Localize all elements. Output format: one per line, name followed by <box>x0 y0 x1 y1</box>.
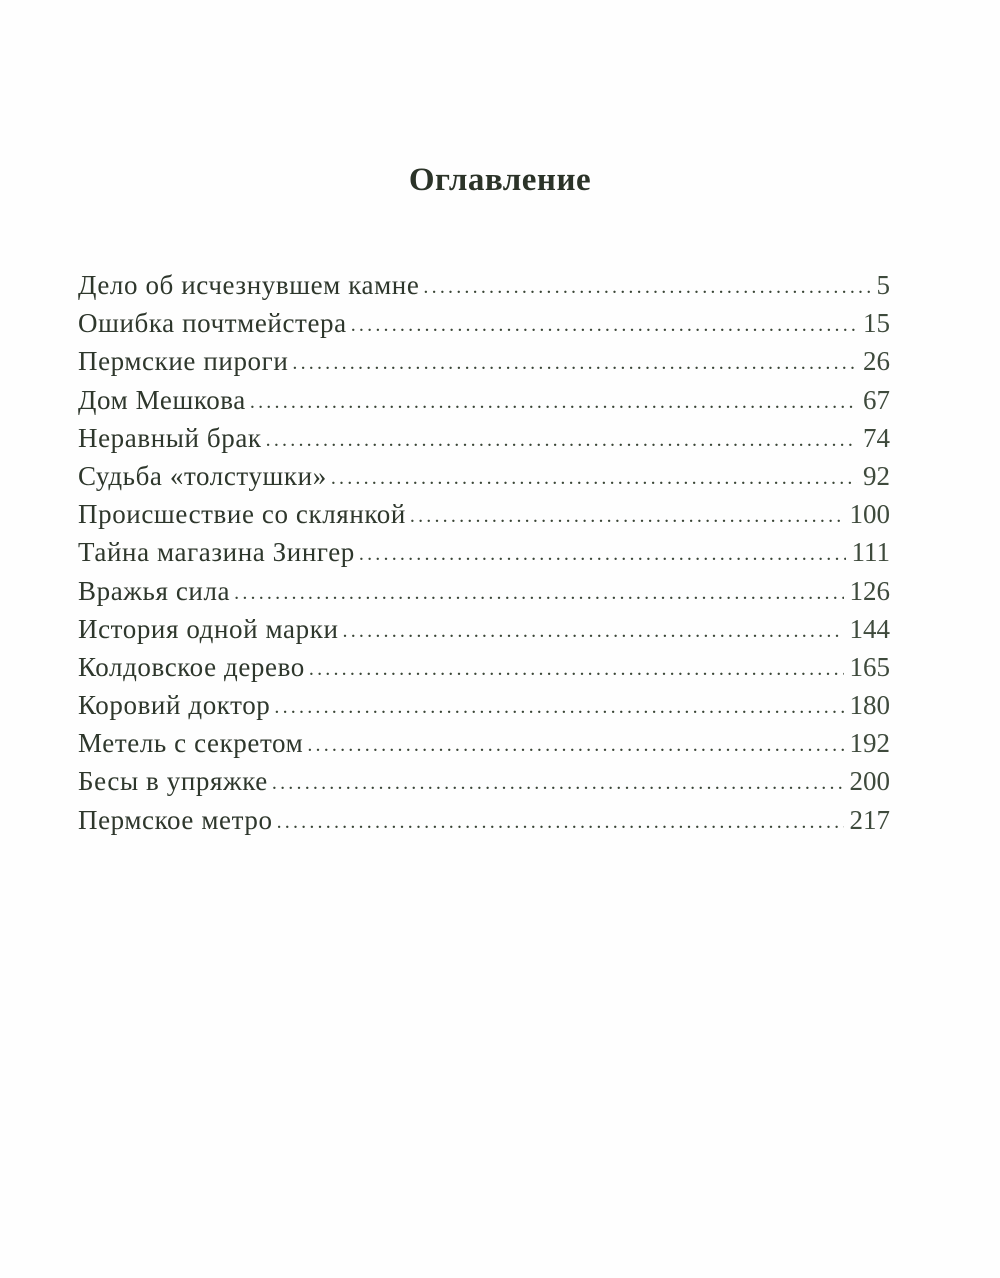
toc-entry <box>78 419 890 457</box>
toc-entry-page: 217 <box>849 804 890 835</box>
toc-entry-title: Колдовское дерево <box>78 651 305 682</box>
dot-leader <box>359 535 846 573</box>
toc-entry-page: 111 <box>851 537 890 568</box>
toc-entry-page: 5 <box>876 270 890 300</box>
toc-entry-page: 144 <box>849 613 890 644</box>
toc-entry-title: Пермские пироги <box>78 346 289 377</box>
toc-entry <box>78 342 890 380</box>
toc-entry <box>78 724 890 762</box>
toc-entry-title: Дом Мешкова <box>78 384 246 415</box>
dot-leader <box>331 459 857 497</box>
toc-entry-title: Вражья сила <box>78 575 231 606</box>
toc-entry-page: 15 <box>863 308 890 339</box>
toc-entry <box>78 266 890 304</box>
toc-entry <box>78 762 890 800</box>
toc-entry-page: 192 <box>849 728 890 759</box>
toc-entry <box>78 648 890 686</box>
toc-entry-title: История одной марки <box>78 613 339 644</box>
toc-entry-page: 180 <box>849 690 890 721</box>
toc-entry-title: Ошибка почтмейстера <box>78 308 347 339</box>
toc-entry-title: Коровий доктор <box>78 690 271 721</box>
toc-entry <box>78 495 890 533</box>
toc-entry-title: Метель с секретом <box>78 728 304 759</box>
toc-entry-title: Неравный брак <box>78 422 262 453</box>
dot-leader <box>234 574 843 612</box>
dot-leader <box>277 803 844 841</box>
dot-leader <box>250 383 857 421</box>
dot-leader <box>272 764 844 802</box>
dot-leader <box>307 726 843 764</box>
dot-leader <box>292 344 857 382</box>
toc-entry <box>78 457 890 495</box>
dot-leader <box>351 306 857 344</box>
page-title: Оглавление <box>408 162 592 199</box>
toc-entry <box>78 304 890 342</box>
toc-entry-title: Бесы в упряжке <box>78 766 268 797</box>
toc-entry-page: 165 <box>849 651 890 682</box>
dot-leader <box>309 650 844 688</box>
dot-leader <box>423 268 870 306</box>
toc-entry-title: Судьба «толстушки» <box>78 460 327 491</box>
toc-entry-page: 74 <box>863 422 890 453</box>
toc-entry <box>78 610 890 648</box>
toc-entry-page: 67 <box>863 384 890 415</box>
toc-entry-page: 126 <box>849 575 890 606</box>
toc-entry-page: 92 <box>863 460 890 491</box>
toc-entry-page: 26 <box>863 346 890 377</box>
toc-entry-title: Дело об исчезнувшем камне <box>78 270 420 300</box>
toc-entry-page: 200 <box>849 766 890 797</box>
toc-entry <box>78 801 890 839</box>
toc-entry-title: Тайна магазина Зингер <box>78 537 355 568</box>
toc-entry <box>78 533 890 571</box>
toc-entry <box>78 686 890 724</box>
dot-leader <box>274 688 843 726</box>
toc-entry-page: 100 <box>849 499 890 530</box>
toc-entry-title: Происшествие со склянкой <box>78 499 406 530</box>
dot-leader <box>410 497 844 535</box>
toc-entry <box>78 572 890 610</box>
toc-entry <box>78 381 890 419</box>
dot-leader <box>343 612 844 650</box>
table-of-contents <box>78 266 890 839</box>
toc-entry-title: Пермское метро <box>78 804 273 835</box>
dot-leader <box>266 421 857 459</box>
